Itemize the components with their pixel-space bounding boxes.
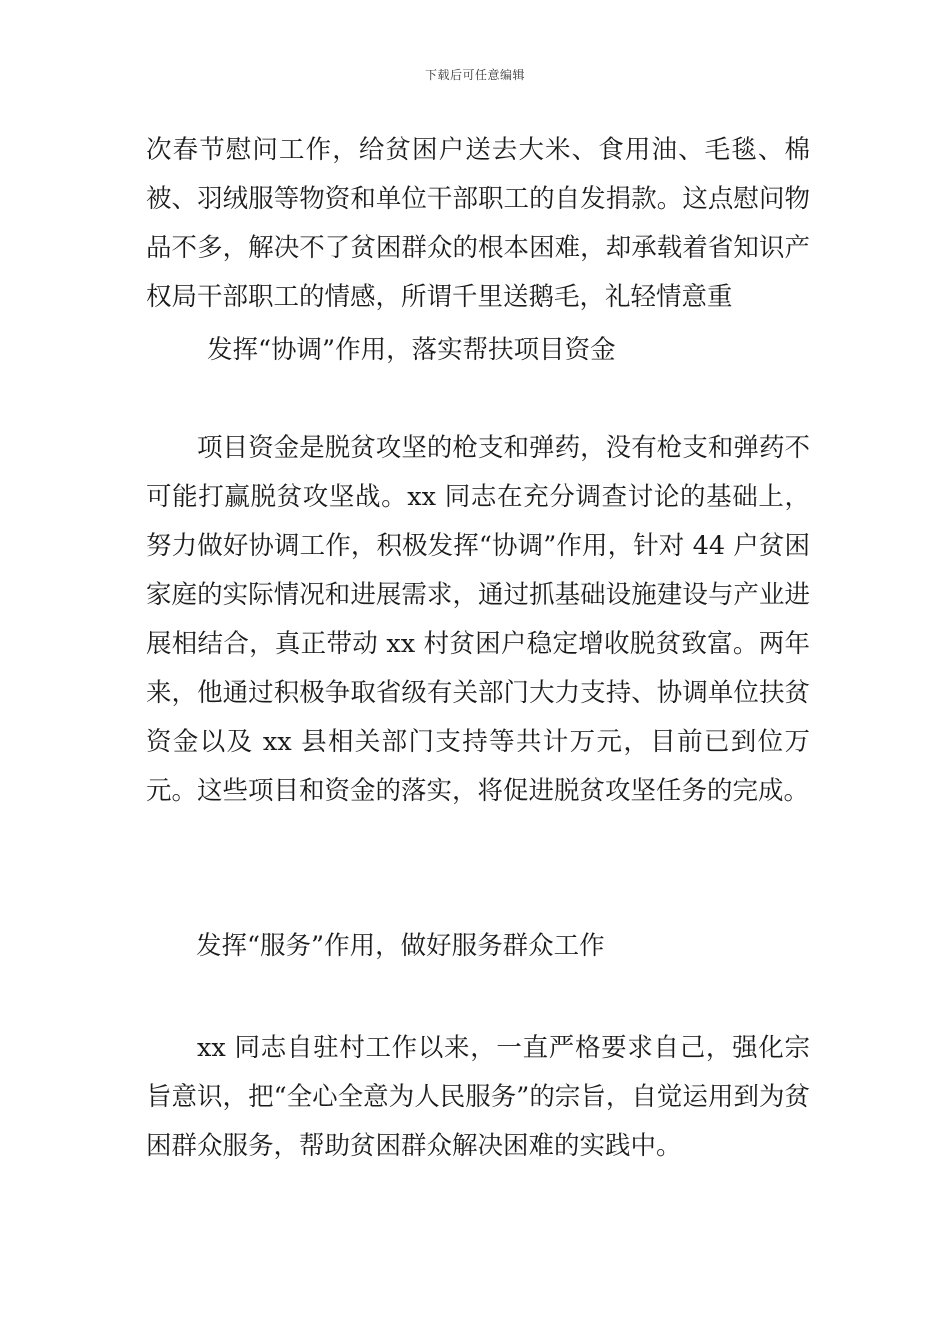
paragraph-1: 次春节慰问工作，给贫困户送去大米、食用油、毛毯、棉被、羽绒服等物资和单位干部职工的自发捐款。这点慰问物品不多，解决不了贫困群众的根本困难，却承载着省知识产权局干部职工的情感，所谓千里送鹅毛，礼轻情意重 <box>146 135 810 312</box>
header-note: 下载后可任意编辑 <box>424 68 525 82</box>
section-heading-service: 发挥“服务”作用，做好服务群众工作 <box>196 931 605 961</box>
section-heading-coordination: 发挥“协调”作用，落实帮扶项目资金 <box>207 335 616 365</box>
paragraph-3: xx 同志自驻村工作以来，一直严格要求自己，强化宗旨意识，把“全心全意为人民服务”的宗旨，自觉运用到为贫困群众服务，帮助贫困群众解决困难的实践中。 <box>146 1033 810 1161</box>
paragraph-2: 项目资金是脱贫攻坚的枪支和弹药，没有枪支和弹药不可能打赢脱贫攻坚战。xx 同志在充分调查讨论的基础上，努力做好协调工作，积极发挥“协调”作用，针对 44 户贫困家庭的实际情况和进展需求，通过抓基础设施建设与产业进展相结合，真正带动 xx 村贫困户稳定增收脱贫致富。两年来，他通过积极争取省级有关部门大力支持、协调单位扶贫资金以及 xx 县相关部门支持等共计万元，目前已到位万元。这些项目和资金的落实，将促进脱贫攻坚任务的完成。 <box>146 433 810 806</box>
